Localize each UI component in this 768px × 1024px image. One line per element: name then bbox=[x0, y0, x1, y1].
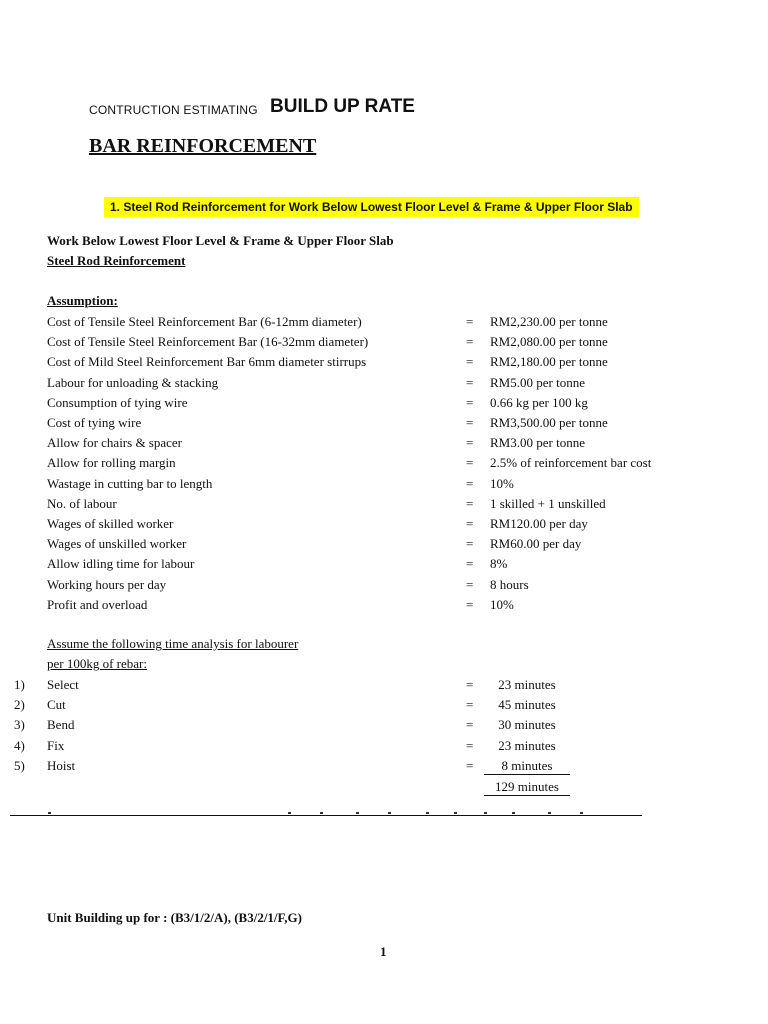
divider-tick bbox=[48, 812, 51, 814]
divider-tick bbox=[484, 812, 487, 814]
assumption-value: 0.66 kg per 100 kg bbox=[490, 394, 588, 410]
assumption-value: RM5.00 per tonne bbox=[490, 374, 585, 390]
time-analysis-row bbox=[0, 695, 768, 715]
task-duration: 23 minutes bbox=[498, 737, 556, 753]
equals-sign: = bbox=[466, 475, 474, 491]
task-label: Hoist bbox=[47, 757, 76, 773]
assumption-label: Assumption: bbox=[47, 293, 118, 308]
assumption-row bbox=[0, 332, 768, 352]
equals-sign: = bbox=[466, 394, 474, 410]
equals-sign: = bbox=[466, 374, 474, 390]
assumption-value: 10% bbox=[490, 475, 514, 491]
assumption-label: Wastage in cutting bar to length bbox=[47, 475, 213, 491]
assumption-value: 2.5% of reinforcement bar cost bbox=[490, 455, 652, 471]
assumption-label: No. of labour bbox=[47, 495, 117, 511]
assumption-label: Labour for unloading & stacking bbox=[47, 374, 219, 390]
task-label: Fix bbox=[47, 737, 65, 753]
assumption-value: RM3.00 per tonne bbox=[490, 435, 585, 451]
assumption-value: 1 skilled + 1 unskilled bbox=[490, 495, 606, 511]
item-number: 4) bbox=[14, 737, 25, 753]
item-number: 3) bbox=[14, 717, 25, 733]
header-title: BUILD UP RATE bbox=[270, 96, 415, 117]
assumption-value: RM120.00 per day bbox=[490, 516, 588, 531]
equals-sign: = bbox=[466, 536, 474, 552]
assumption-row bbox=[0, 474, 768, 494]
time-analysis-row bbox=[0, 715, 768, 735]
equals-sign: = bbox=[466, 495, 474, 511]
assumption-label: Cost of Mild Steel Reinforcement Bar 6mm diameter stirrups bbox=[47, 354, 367, 370]
assumption-label: Wages of unskilled worker bbox=[47, 536, 187, 552]
task-label: Select bbox=[47, 677, 79, 692]
equals-sign: = bbox=[466, 314, 474, 329]
task-duration: 23 minutes bbox=[498, 677, 556, 692]
page-number: 1 bbox=[380, 944, 387, 959]
section-subheading-rod: Steel Rod Reinforcement bbox=[47, 253, 186, 268]
equals-sign: = bbox=[466, 717, 474, 733]
assumption-row bbox=[0, 494, 768, 514]
assumption-row bbox=[0, 554, 768, 574]
time-analysis-subheading: per 100kg of rebar: bbox=[47, 656, 147, 671]
assumption-label: Wages of skilled worker bbox=[47, 516, 174, 531]
time-analysis-row bbox=[0, 756, 768, 776]
assumption-label: Cost of Tensile Steel Reinforcement Bar (16-32mm diameter) bbox=[47, 334, 369, 350]
divider-tick bbox=[320, 812, 323, 814]
time-total: 129 minutes bbox=[484, 778, 570, 796]
assumption-row bbox=[0, 575, 768, 595]
assumption-row bbox=[0, 373, 768, 393]
assumption-row bbox=[0, 534, 768, 554]
assumption-row bbox=[0, 413, 768, 433]
assumption-value: RM2,230.00 per tonne bbox=[490, 314, 608, 329]
assumption-row bbox=[0, 352, 768, 372]
assumption-label: Consumption of tying wire bbox=[47, 394, 188, 410]
section-subheading: Work Below Lowest Floor Level & Frame & Upper Floor Slab bbox=[47, 233, 394, 248]
assumption-label: Cost of tying wire bbox=[47, 415, 142, 430]
task-duration: 45 minutes bbox=[498, 697, 556, 713]
header-subtitle: CONTRUCTION ESTIMATING bbox=[89, 103, 258, 117]
assumption-label: Allow for chairs & spacer bbox=[47, 435, 183, 451]
equals-sign: = bbox=[466, 576, 474, 592]
equals-sign: = bbox=[466, 334, 474, 350]
assumption-value: 8% bbox=[490, 556, 508, 572]
equals-sign: = bbox=[466, 455, 474, 471]
equals-sign: = bbox=[466, 677, 474, 692]
time-analysis-heading: Assume the following time analysis for labourer bbox=[47, 636, 299, 651]
assumption-value: 8 hours bbox=[490, 576, 529, 592]
assumption-row bbox=[0, 433, 768, 453]
assumption-label: Allow idling time for labour bbox=[47, 556, 195, 572]
assumption-label: Allow for rolling margin bbox=[47, 455, 176, 471]
assumption-value: RM2,180.00 per tonne bbox=[490, 354, 608, 370]
divider-tick bbox=[388, 812, 391, 814]
task-duration: 30 minutes bbox=[498, 717, 556, 733]
equals-sign: = bbox=[466, 435, 474, 451]
assumption-value: RM60.00 per day bbox=[490, 536, 582, 552]
divider-tick bbox=[580, 812, 583, 814]
item-number: 5) bbox=[14, 757, 25, 773]
assumption-value: RM3,500.00 per tonne bbox=[490, 415, 608, 430]
time-analysis-row bbox=[0, 736, 768, 756]
section-heading-highlight: 1. Steel Rod Reinforcement for Work Below Lowest Floor Level & Frame & Upper Floor Slab bbox=[104, 197, 639, 217]
assumption-row bbox=[0, 595, 768, 615]
task-label: Cut bbox=[47, 697, 66, 713]
assumption-label: Working hours per day bbox=[47, 576, 167, 592]
task-label: Bend bbox=[47, 717, 75, 733]
equals-sign: = bbox=[466, 415, 474, 430]
assumption-value: RM2,080.00 per tonne bbox=[490, 334, 608, 350]
equals-sign: = bbox=[466, 757, 474, 773]
item-number: 1) bbox=[14, 677, 25, 692]
divider-tick bbox=[548, 812, 551, 814]
assumption-value: 10% bbox=[490, 596, 514, 612]
equals-sign: = bbox=[466, 516, 474, 531]
equals-sign: = bbox=[466, 556, 474, 572]
section-divider bbox=[10, 815, 642, 816]
divider-tick bbox=[454, 812, 457, 814]
divider-tick bbox=[356, 812, 359, 814]
unit-building-up: Unit Building up for : (B3/1/2/A), (B3/2/1/F,G) bbox=[47, 910, 302, 925]
equals-sign: = bbox=[466, 697, 474, 713]
page-title: BAR REINFORCEMENT bbox=[89, 135, 317, 157]
divider-tick bbox=[426, 812, 429, 814]
equals-sign: = bbox=[466, 737, 474, 753]
assumption-row bbox=[0, 393, 768, 413]
equals-sign: = bbox=[466, 354, 474, 370]
item-number: 2) bbox=[14, 697, 25, 713]
assumption-label: Profit and overload bbox=[47, 596, 148, 612]
assumption-row bbox=[0, 453, 768, 473]
time-analysis-row bbox=[0, 675, 768, 695]
divider-tick bbox=[288, 812, 291, 814]
assumption-row bbox=[0, 514, 768, 534]
assumption-row bbox=[0, 312, 768, 332]
task-duration: 8 minutes bbox=[484, 756, 570, 775]
assumption-label: Cost of Tensile Steel Reinforcement Bar (6-12mm diameter) bbox=[47, 314, 362, 329]
equals-sign: = bbox=[466, 596, 474, 612]
divider-tick bbox=[512, 812, 515, 814]
